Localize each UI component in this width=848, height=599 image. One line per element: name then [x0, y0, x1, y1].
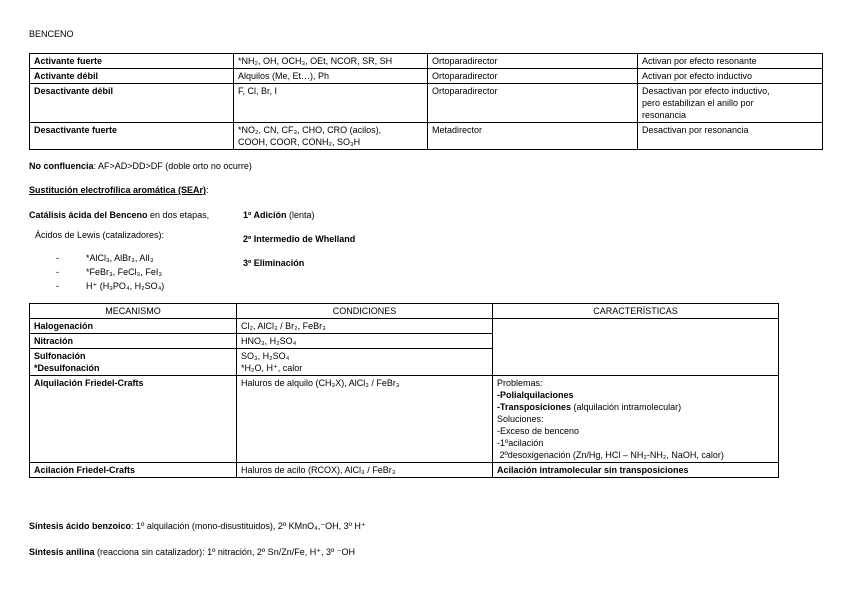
table-row: [30, 463, 779, 478]
sear-heading-text: Sustitución electrofílica aromática (SEAr): [29, 185, 207, 195]
features: [493, 376, 779, 463]
column-header: CONDICIONES: [237, 304, 493, 319]
features: [493, 319, 779, 376]
table-row: [30, 69, 823, 84]
conditions: Cl₂, AlCl₃ / Br₂, FeBr₃: [237, 319, 493, 334]
groups: F, Cl, Br, I: [234, 84, 428, 123]
sear-heading: [29, 185, 209, 195]
list-item: - *AlCl₃, AlBr₃, AlI₃: [52, 251, 164, 265]
mechanism: Alquilación Friedel-Crafts: [30, 376, 237, 463]
features-line: 2ºdesoxigenación (Zn/Hg, HCl – NH₂-NH₂, NaOH, calor): [497, 450, 724, 460]
features-bold: -Transposiciones: [497, 402, 572, 412]
groups-line: *NO₂, CN, CF₃, CHO, CRO (acilos),: [238, 125, 382, 135]
features-rest: (alquilación intramolecular): [571, 402, 682, 412]
column-header: MECANISMO: [30, 304, 237, 319]
table-row: [30, 84, 823, 123]
step-2: [243, 234, 355, 244]
table-header-row: [30, 304, 779, 319]
confluence-text: : AF>AD>DD>DF (doble orto no ocurre): [93, 161, 252, 171]
conditions: Haluros de alquilo (CH₃X), AlCl₃ / FeBr₃: [237, 376, 493, 463]
mechanism-line: Sulfonación: [34, 351, 86, 361]
features-line: -1ºacilación: [497, 438, 544, 448]
sear-mechanisms-table: [29, 303, 779, 478]
conditions: Haluros de acilo (RCOX), AlCl₃ / FeBr₃: [237, 463, 493, 478]
director: Ortoparadirector: [428, 54, 638, 69]
groups: Alquilos (Me, Et…), Ph: [234, 69, 428, 84]
step-3-bold: 3º Eliminación: [243, 258, 305, 268]
groups: [234, 123, 428, 150]
group-type: Activante débil: [30, 69, 234, 84]
group-type: Desactivante fuerte: [30, 123, 234, 150]
synthesis-aniline: [29, 547, 355, 558]
catalysis-rest: en dos etapas,: [147, 210, 210, 220]
step-1-rest: (lenta): [286, 210, 315, 220]
features-line: Soluciones:: [497, 414, 544, 424]
sear-colon: :: [206, 185, 209, 195]
effect: Activan por efecto inductivo: [638, 69, 823, 84]
synthesis-rest: : 1º alquilación (mono-disustituidos), 2º KMnO₄,⁻OH, 3º H⁺: [131, 521, 366, 531]
catalysis-bold: Catálisis ácida del Benceno: [29, 210, 148, 220]
effect-line: Desactivan por efecto inductivo,: [642, 86, 770, 96]
conditions: [237, 349, 493, 376]
step-1-bold: 1º Adición: [243, 210, 287, 220]
lewis-heading: Ácidos de Lewis (catalizadores):: [35, 230, 165, 240]
features-line: [497, 401, 774, 413]
mechanism: Acilación Friedel-Crafts: [30, 463, 237, 478]
synthesis-rest: (reacciona sin catalizador): 1º nitración, 2º Sn/Zn/Fe, H⁺, 3º ⁻OH: [94, 547, 355, 557]
step-1: [243, 210, 314, 220]
groups-line: COOH, COOR, CONH₂, SO₃H: [238, 137, 361, 147]
features: Acilación intramolecular sin transposiciones: [493, 463, 779, 478]
mechanism: Nitración: [30, 334, 237, 349]
synthesis-bold: Síntesis ácido benzoico: [29, 521, 132, 531]
synthesis-bold: Síntesis anilina: [29, 547, 95, 557]
groups: *NH₂, OH, OCH₃, OEt, NCOR, SR, SH: [234, 54, 428, 69]
conditions-line: SO₃, H₂SO₄: [241, 351, 290, 361]
confluence-note: [29, 161, 252, 171]
catalysis-line: [29, 210, 209, 220]
effect: Activan por efecto resonante: [638, 54, 823, 69]
effect-line: pero estabilizan el anillo por: [642, 98, 754, 108]
confluence-label: No confluencia: [29, 161, 94, 171]
effect: Desactivan por resonancia: [638, 123, 823, 150]
director: Ortoparadirector: [428, 84, 638, 123]
page-title: BENCENO: [29, 29, 74, 39]
step-3: [243, 258, 304, 268]
features-line: -Exceso de benceno: [497, 426, 580, 436]
group-type: Desactivante débil: [30, 84, 234, 123]
mechanism: Halogenación: [30, 319, 237, 334]
table-row: [30, 123, 823, 150]
column-header: CARACTERÍSTICAS: [493, 304, 779, 319]
table-row: [30, 319, 779, 334]
lewis-acids-list: [52, 251, 164, 293]
group-type: Activante fuerte: [30, 54, 234, 69]
mechanism-line: *Desulfonación: [34, 363, 100, 373]
mechanism: [30, 349, 237, 376]
step-2-bold: 2º Intermedio de Whelland: [243, 234, 356, 244]
effect: [638, 84, 823, 123]
features-line: -Polialquilaciones: [497, 390, 574, 400]
director: Metadirector: [428, 123, 638, 150]
effect-line: resonancia: [642, 110, 687, 120]
features-line: Problemas:: [497, 378, 543, 388]
conditions-line: *H₂O, H⁺, calor: [241, 363, 303, 373]
conditions: HNO₃, H₂SO₄: [237, 334, 493, 349]
substituent-effects-table: [29, 53, 823, 150]
list-item: - H⁺ (H₃PO₄, H₂SO₄): [52, 279, 164, 293]
table-row: [30, 54, 823, 69]
director: Ortoparadirector: [428, 69, 638, 84]
list-item: - *FeBr₃, FeCl₃, FeI₃: [52, 265, 164, 279]
synthesis-benzoic-acid: [29, 521, 366, 532]
table-row: [30, 376, 779, 463]
